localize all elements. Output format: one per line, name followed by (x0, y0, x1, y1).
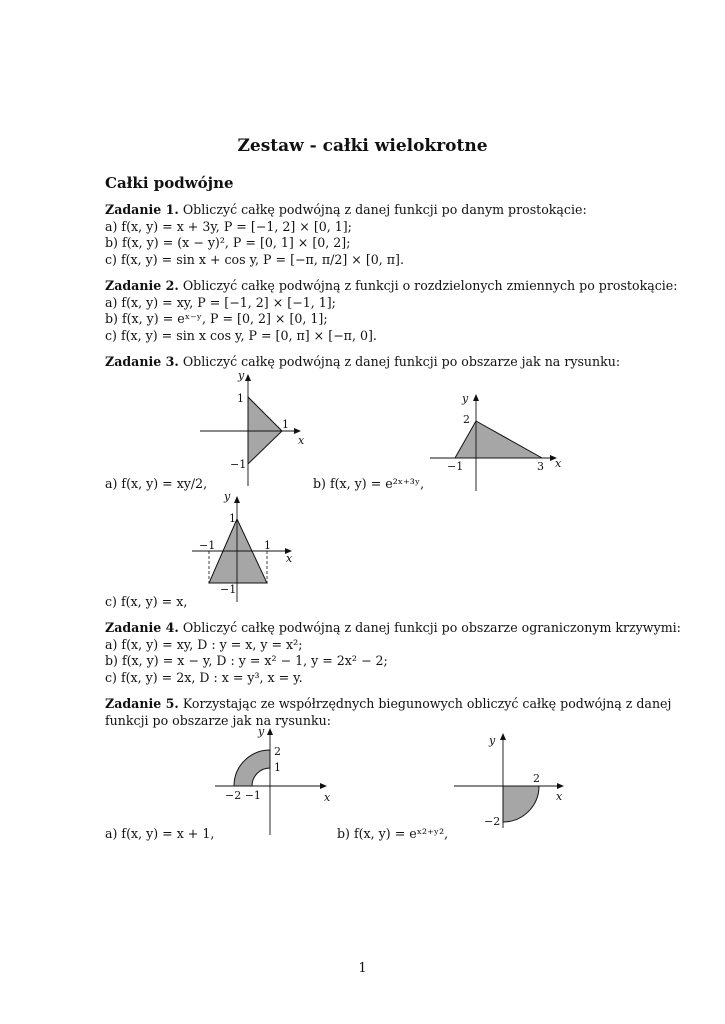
task2-c: c) f(x, y) = sin x cos y, P = [0, π] × [−π, 0]. (105, 328, 377, 343)
axis-y-label: y (258, 725, 265, 738)
task4-text: Obliczyć całkę podwójną z danej funkcji po obszarze ograniczonym krzywymi: (182, 620, 681, 635)
label-y-top: 1 (237, 392, 244, 405)
label-x-left: −1 (447, 460, 464, 473)
label-y-bottom: −1 (230, 458, 247, 471)
task1-label: Zadanie 1. (105, 202, 179, 217)
task4-b: b) f(x, y) = x − y, D : y = x² − 1, y = 2x² − 2; (105, 653, 388, 668)
axis-x-label: x (286, 552, 293, 565)
task3-statement (105, 353, 620, 370)
task5-text: Korzystając ze współrzędnych biegunowych obliczyć całkę podwójną z danej (182, 696, 672, 711)
task1-a: a) f(x, y) = x + 3y, P = [−1, 2] × [0, 1]; (105, 219, 352, 234)
label-x-neg: −2 −1 (225, 789, 261, 802)
axis-y-label: y (489, 734, 496, 747)
task1-c: c) f(x, y) = sin x + cos y, P = [−π, π/2] × [0, π]. (105, 252, 404, 267)
task4-c: c) f(x, y) = 2x, D : x = y³, x = y. (105, 670, 303, 685)
task5-b: b) f(x, y) = eˣ²⁺ʸ², (337, 826, 449, 841)
task5-statement (105, 695, 671, 712)
task4-a: a) f(x, y) = xy, D : y = x, y = x²; (105, 637, 303, 652)
axis-x-label: x (298, 434, 305, 447)
task3-label: Zadanie 3. (105, 354, 179, 369)
axis-y-label: y (462, 392, 469, 405)
task1-text: Obliczyć całkę podwójną z danej funkcji po danym prostokącie: (182, 202, 587, 217)
page-number: 1 (358, 961, 367, 976)
task3-c: c) f(x, y) = x, (105, 594, 188, 609)
task5-label: Zadanie 5. (105, 696, 179, 711)
task5-a: a) f(x, y) = x + 1, (105, 826, 215, 841)
label-y-neg2: −2 (484, 815, 501, 828)
label-y-1: 1 (274, 761, 281, 774)
task2-text: Obliczyć całkę podwójną z funkcji o rozdzielonych zmiennych po prostokącie: (182, 278, 678, 293)
figure-5b (450, 725, 570, 830)
axis-x-label: x (324, 791, 331, 804)
task2-label: Zadanie 2. (105, 278, 179, 293)
label-x-right: 1 (264, 539, 271, 552)
task1-statement (105, 201, 587, 218)
label-y-bottom: −1 (220, 583, 237, 596)
figure-3c (190, 490, 300, 605)
task2-b: b) f(x, y) = eˣ⁻ʸ, P = [0, 2] × [0, 1]; (105, 311, 328, 326)
label-x-left: −1 (199, 539, 216, 552)
task1-b: b) f(x, y) = (x − y)², P = [0, 1] × [0, 2]; (105, 235, 351, 250)
label-y-2: 2 (274, 745, 281, 758)
label-x-right: 1 (282, 418, 289, 431)
axis-x-label: x (556, 790, 563, 803)
figure-3a (195, 368, 310, 488)
label-x-2: 2 (533, 772, 540, 785)
task4-label: Zadanie 4. (105, 620, 179, 635)
label-y-top: 1 (229, 512, 236, 525)
figure-3b (425, 388, 570, 493)
task4-statement (105, 619, 681, 636)
task3-text: Obliczyć całkę podwójną z danej funkcji po obszarze jak na rysunku: (182, 354, 621, 369)
task2-statement (105, 277, 678, 294)
task2-a: a) f(x, y) = xy, P = [−1, 2] × [−1, 1]; (105, 295, 336, 310)
task3-b: b) f(x, y) = e²ˣ⁺³ʸ, (313, 476, 425, 491)
axis-x-label: x (555, 457, 562, 470)
document-title: Zestaw - całki wielokrotne (237, 136, 488, 156)
task5-text-cont: funkcji po obszarze jak na rysunku: (105, 713, 331, 728)
label-x-right: 3 (537, 460, 544, 473)
axis-y-label: y (238, 369, 245, 382)
label-y-top: 2 (463, 413, 470, 426)
axis-y-label: y (224, 490, 231, 503)
task3-a: a) f(x, y) = xy/2, (105, 476, 208, 491)
section-heading: Całki podwójne (105, 174, 234, 192)
figure-5a (210, 722, 340, 837)
